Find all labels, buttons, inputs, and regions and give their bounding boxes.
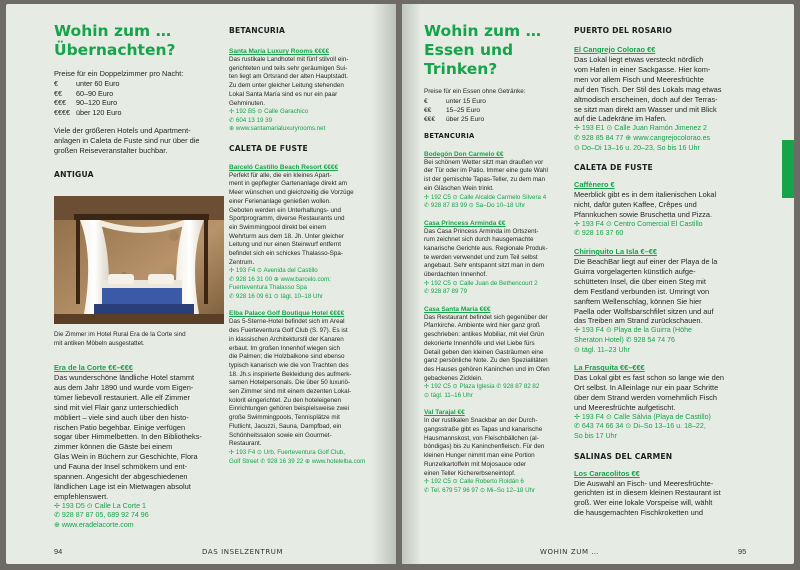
entry-los-caracolitos (574, 469, 759, 519)
entry-text: Das wunderschöne ländliche Hotel stammt aus dem Jahr 1890 und wurde vom Eigen- tümer liebevoll restauriert. Alle elf Zimmer sind mit viel Flair ganz unterschiedlich möbliert – viele sind auch über den histo- rischen Patio begehbar. Einige verfügen sogar über Himmelbetten. In den Bibliotheks- zimmer können die Gäste bei einem Glas Wein in Büchern zur Geschichte, Flora und Fauna der Insel schmökern und ent- spannen. Angesicht der abgeschiedenen ländlichen Lage ist ein Mietwagen absolut empfehlenswert. (54, 373, 202, 501)
price-intro: Preise für ein Doppelzimmer pro Nacht: (54, 69, 184, 78)
entry-barcelo (229, 163, 379, 302)
entry-title[interactable]: Bodegón Don Carmelo €€ (424, 150, 504, 158)
entry-cangrejo-colorao (574, 45, 759, 153)
entry-title[interactable]: Elba Palace Golf Boutique Hotel €€€€ (229, 310, 345, 318)
section-puerto-del-rosario: PUERTO DEL ROSARIO (574, 26, 673, 35)
entry-text: Das 5-Sterne-Hotel befindet sich im Areal des Fuerteventura Golf Club (S. 97). Es ist in klassischen Architekturstil der Kanaren erbaut. Im großen Innenhof wiegen sich die Palmen; die Holzbalkone sind ebenso typisch kanarisch wie die von Trachten des 18. Jh.s inspirierte Bekleidung des aufmerk- samen Hotelpersonals. Die über 50 luxuriö- sen Zimmer sind mit einem dezenten Lokal- kolorit eingerichtet. Zu den hoteleigenen Einrichtungen gehören beispielsweise zwei große Swimmingpools, Tennisplätze mit Flutlicht, Jacuzzi, Sauna, Dampfbad, ein Schönheitssalon sowie ein Gourmet- Restaurant. (229, 318, 352, 448)
entry-text: Meerblick gibt es in dem italienischen Lokal nicht, dafür guten Kaffee, Crêpes und Pfannkuchen sowie Bruschetta und Pizza. (574, 190, 717, 219)
phone-line: ✆ 928 87 87 05, 689 92 74 96 (54, 511, 149, 520)
page-number-left: 94 (54, 547, 63, 556)
entry-text: Das Restaurant befindet sich gegenüber der Pfarrkirche. Ambiente wird hier ganz groß geschrieben: antikes Mobiliar, mit viel Grün dekorierte Innenhöfe und viel Liebe fürs Detail geben den kleinen Gasträumen eine ganz persönliche Note. Zu den Spezialitäten des Hauses gehören Kaninchen und im Ofen gebackenes Zicklein. (424, 313, 550, 382)
entry-la-frasquita (574, 363, 759, 441)
entry-info: ✢ 192 B5 ⊙ Calle Garachico ✆ 604 13 19 39 ⊕ www.santamarialuxuryrooms.net (229, 108, 379, 134)
heading-eat-drink: Wohin zum … Essen und Trinken? (424, 22, 542, 78)
entry-title[interactable]: Santa María Luxury Rooms €€€€ (229, 48, 330, 55)
section-antigua: ANTIGUA (54, 170, 94, 179)
address-line: ✢ 193 D5 ⊙ Calle La Corte 1 (54, 501, 146, 510)
entry-bodegon (424, 150, 569, 211)
entry-princess-arminda (424, 219, 569, 297)
entry-info: ✢ 193 F4 ⊙ Urb. Fuerteventura Golf Club, Golf Street ✆ 928 16 39 22 ⊕ www.hotelelba.com (229, 449, 366, 465)
entry-text: Bei schönem Wetter sitzt man draußen vor der Tür oder im Patio. Immer eine gute Wahl ist der gemischte Tapas-Teller, zu dem man ein Gläschen Wein trinkt. (424, 158, 548, 192)
entry-text: Das rustikale Landhotel mit fünf stilvoll ein- gerichteten und teils sehr geräumigen Sui- ten liegt am Ortsrand der alten Hauptstadt. Zu dem unter gleicher Leitung stehenden Lokal Santa María sind es nur ein paar Gehminuten. (229, 56, 349, 107)
section-caleta-de-fuste: CALETA DE FUSTE (229, 143, 308, 153)
entry-info: ✢ 192 C5 ⊙ Calle Juan de Bethencourt 2 ✆ 928 87 89 79 (424, 279, 538, 296)
running-footer-left: DAS INSELZENTRUM (202, 548, 284, 556)
entry-text: Das Casa Princess Arminda im Ortszent- rum zeichnet sich durch hausgemachte kanarische Gerichte aus. Regionale Produk- te werden verwendet und zum Teil selbst angebaut. Sehr entspannt sitzt man in dem überdachten Innenhof. (424, 227, 548, 279)
section-caleta-de-fuste: CALETA DE FUSTE (574, 163, 653, 173)
bedroom-illustration (54, 196, 224, 324)
left-column-2 (229, 26, 379, 466)
chapter-tab-marker (782, 140, 794, 198)
entry-title[interactable]: El Cangrejo Colorao €€ (574, 45, 656, 54)
entry-title[interactable]: Chiringuito La Isla €–€€ (574, 247, 657, 257)
entry-info: ✢ 193 F4 ⊙ Avenida del Castillo ✆ 928 16 31 00 ⊕ www.barcelo.com; Fuerteventura Thalasso Spa ✆ 928 16 09 61 ⊙ tägl. 10–18 Uhr (229, 267, 331, 300)
entry-caffenero (574, 180, 759, 239)
heading-overnight: Wohin zum … Übernachten? (54, 22, 176, 59)
intro-paragraph: Viele der größeren Hotels und Apartment- anlagen in Caleta de Fuste sind nur über die großen Reiseveranstalter buchbar. (54, 126, 200, 156)
entry-text: In der rustikalen Snackbar an der Durch- gangsstraße gibt es Tapas und kanarische Hausmannskost, von Fleischbällchen (al- bóndigas) bis zu Kaninchenfleisch. Für den kleinen Hunger nimmt man eine Portion Runzelkartoffeln mit Mojosauce oder einen Teller Kichererbseneintopf. (424, 417, 545, 477)
entry-title[interactable]: Val Tarajal €€ (424, 409, 465, 417)
price-list: € unter 15 Euro €€ 15–25 Euro €€€ über 25 Euro (424, 97, 486, 123)
gutter-shadow (402, 4, 422, 564)
entry-text: Die Auswahl an Fisch- und Meeresfrüchte- gerichten ist in diesem kleinen Restaurant ist groß. Wer eine lokale Vorspeise will, wählt die hausgemachten Fischkroketten und (574, 478, 721, 518)
photo-caption: Die Zimmer im Hotel Rural Era de la Corte sind mit antiken Möbeln ausgestattet. (54, 331, 186, 347)
web-link[interactable]: ⊕ www.santamarialuxuryrooms.net (229, 125, 326, 133)
entry-text: Das Lokal liegt etwas versteckt nördlich vom Hafen in einer Sackgasse. Hier kom- men vor allem Fisch und Meeresfrüchte auf den Tisch. Der Stil des Lokals mag etwas altmodisch erscheinen, doch auf der Terras- se sitzt man direkt am Wasser und mit Blick auf die Ladekräne im Hafen. (574, 55, 722, 124)
entry-text: Perfekt für alle, die ein kleines Apart- ment in gepflegter Gartenanlage direkt am Meer wünschen und gleichzeitig die Vorzüge einer Ferienanlage genießen wollen. Geboten werden ein Unterhaltungs- und Sportprogramm, diverse Restaurants und ein Swimmingpool direkt bei einem Wehrturm aus dem 18. Jh. Unter gleicher Leitung und nur einen Steinwurf entfernt befindet sich ein schickes Thalasso-Spa- Zentrum. (229, 171, 354, 266)
entry-chiringuito (574, 247, 759, 355)
section-betancuria: BETANCURIA (229, 26, 286, 35)
entry-info: ✢ 193 E1 ⊙ Calle Juan Ramón Jimenez 2 ✆ 928 85 84 77 ⊕ www.cangrejocolorao.es ⊙ Do–Di 13–16 u. 20–23, So bis 16 Uhr (574, 124, 711, 152)
entry-info: ✢ 192 C5 ⊙ Calle Alcalde Carmelo Silvera 4 ✆ 928 87 83 99 ⊙ Sa–Do 10–18 Uhr (424, 193, 547, 210)
entry-title[interactable]: La Frasquita €€–€€€ (574, 363, 645, 373)
entry-text: Das Lokal gibt es fast schon so lange wie den Ort selbst. In Alleinlage nur ein paar Schritte über dem Strand werden vornehmlich Fisch und Meeresfrüchte aufgetischt. (574, 373, 724, 412)
entry-title[interactable]: Casa Princess Arminda €€ (424, 219, 506, 227)
entry-info: ✢ 193 F4 ⊙ Centro Comercial El Castillo ✆ 928 16 37 60 (574, 219, 703, 238)
entry-title[interactable]: Era de la Corte €€–€€€ (54, 363, 133, 372)
entry-info: ✢ 192 C5 ⊙ Plaza Iglesia ✆ 928 87 82 82 ⊙ tägl. 11–16 Uhr (424, 383, 540, 399)
section-betancuria: BETANCURIA (424, 131, 475, 140)
hotel-room-photo (54, 196, 224, 324)
left-page (6, 4, 396, 564)
entry-info: ✢ 193 F4 ⊙ Playa de la Guirra (Höhe Sheraton Hotel) ✆ 928 54 74 76 ⊙ tägl. 11–23 Uhr (574, 326, 692, 354)
right-page (402, 4, 794, 564)
web-link[interactable]: ⊕ www.eradelacorte.com (54, 520, 134, 529)
entry-title[interactable]: Caffènero € (574, 180, 615, 190)
price-intro: Preise für ein Essen ohne Getränke: (424, 88, 526, 95)
running-footer-right: WOHIN ZUM … (540, 548, 600, 556)
entry-casa-santa-maria (424, 305, 569, 401)
entry-info: ✢ 192 C5 ⊙ Calle Roberto Roldán 6 ✆ Tel. 679 57 96 97 ⊙ Mi–So 12–18 Uhr (424, 478, 536, 494)
entry-title[interactable]: Los Caracolitos €€ (574, 468, 640, 478)
entry-info (54, 502, 226, 531)
left-column-1 (54, 22, 226, 179)
entry-title[interactable]: Casa Santa María €€€ (424, 305, 491, 313)
price-list: € unter 60 Euro €€ 60–90 Euro €€€ 90–120 Euro €€€€ über 120 Euro (54, 78, 122, 117)
entry-info: ✢ 193 F4 ⊙ Calle Sálvia (Playa de Castillo) ✆ 643 74 66 34 ⊙ Di–So 13–16 u. 18–22, So bis 17 Uhr (574, 412, 711, 440)
entry-santa-maria-rooms (229, 47, 379, 134)
section-salinas-del-carmen: SALINAS DEL CARMEN (574, 451, 673, 461)
right-column-1 (424, 22, 569, 495)
entry-val-tarajal (424, 408, 569, 495)
page-number-right: 95 (738, 547, 747, 556)
entry-era-de-la-corte (54, 363, 226, 531)
entry-title[interactable]: Barceló Castillo Beach Resort €€€€ (229, 163, 339, 171)
entry-text: Die BeachBar liegt auf einer der Playa de la Guirra vorgelagerten künstlich aufge- schütteten Insel, die über einen Steg mit dem Festland verbunden ist. Umringt von sanftem Wellenschlag, können Sie hier Paella oder Wolfsbarschfilet sitzen und auf das Treiben am Strand zurückschauen. (574, 257, 718, 326)
entry-elba-palace (229, 309, 379, 466)
right-column-2 (574, 26, 759, 518)
